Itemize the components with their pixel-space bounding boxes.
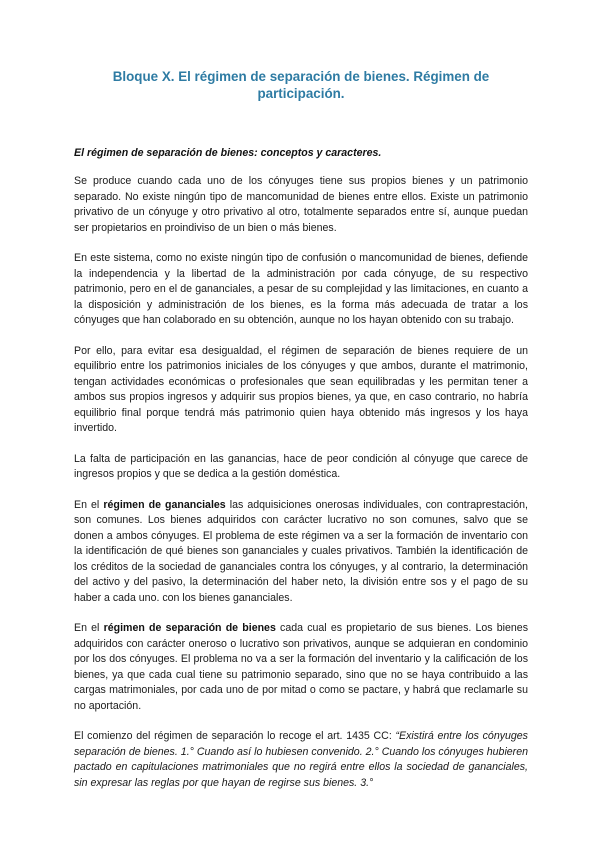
- page-title: Bloque X. El régimen de separación de bienes. Régimen de participación.: [112, 69, 490, 101]
- paragraph-7-lead: El comienzo del régimen de separación lo recoge el art. 1435 CC:: [74, 730, 396, 742]
- paragraph-4: La falta de participación en las ganancias, hace de peor condición al cónyuge que carece de ingresos propios y que se dedica a la gestión doméstica.: [74, 452, 528, 480]
- paragraph-5-lead: En el: [74, 498, 104, 511]
- paragraph-6-term: régimen de separación de bienes: [103, 622, 276, 634]
- paragraph-6: [74, 621, 528, 714]
- paragraph-1: Se produce cuando cada uno de los cónyuges tiene sus propios bienes y un patrimonio separado. No existe ningún tipo de mancomunidad de bienes entre ellos. Existe un patrimonio privativo de un cónyuge y otro privativo al otro, totalmente separados entre sí, aunque puedan ser propietarios en proindiviso de un bien o más bienes.: [74, 175, 528, 234]
- paragraph-5-term: régimen de gananciales: [103, 498, 226, 511]
- paragraph-2: En este sistema, como no existe ningún tipo de confusión o mancomunidad de bienes, defiende la independencia y la libertad de la administración por cada cónyuge, de su respectivo patrimonio, pero en el de gananciales, a pesar de su complejidad y las limitaciones, en cuanto a la disposición y administración de los bienes, es la forma más adecuada de tratar a los cónyuges que han colaborado en su obtención, aunque no los hayan obtenido con su trabajo.: [74, 252, 528, 326]
- paragraph-5-body: las adquisiciones onerosas individuales, con contraprestación, son comunes. Los bienes adquiridos con carácter lucrativo no son comunes, salvo que se donen a ambos cónyuges. El problema de este régimen va a ser la formación de inventario con la identificación de qué bienes son gananciales y cuales privativos. También la identificación de los créditos de la sociedad de gananciales contra los cónyuges, y al contrario, la determinación del activo y del pasivo, la determinación del haber neto, la división entre sos y el pago de su haber a cada uno. con los bienes gananciales.: [74, 498, 528, 604]
- paragraph-3: Por ello, para evitar esa desigualdad, el régimen de separación de bienes requiere de un equilibrio entre los patrimonios iniciales de los cónyuges y que ambos, durante el matrimonio, tengan actividades económicas o profesionales que sean equilibradas y les permitan tener a ambos sus propios ingresos y adquirir sus propios bienes, ya que, en caso contrario, no habría equilibrio final porque tendrá más patrimonio quien haya obtenido más ingresos y los haya invertido.: [74, 344, 528, 434]
- paragraph-7-quote: “Existirá entre los cónyuges separación de bienes. 1.° Cuando así lo hubiesen convenido. 2.° Cuando los cónyuges hubieren pactado en capitulaciones matrimoniales que no regirá entre ellos la sociedad de gananciales, sin expresar las reglas por que hayan de regirse sus bienes. 3.°: [74, 730, 528, 789]
- paragraph-7: [74, 729, 528, 791]
- paragraph-6-body: cada cual es propietario de sus bienes. Los bienes adquiridos con carácter oneroso o lucrativo son privativos, aunque se adquieran en condominio por los dos cónyuges. El problema no va a ser la formación del inventario y la calificación de los bienes, ya que cada cual tiene su patrimonio separado, sino que no se haya contribuido a las cargas matrimoniales, por cada uno de por mitad o como se pactare, y habrá que reclamarle su no aportación.: [74, 622, 528, 712]
- paragraph-6-lead: En el: [74, 622, 104, 634]
- section-subtitle: El régimen de separación de bienes: conceptos y caracteres.: [74, 147, 382, 159]
- paragraph-5: [74, 498, 528, 607]
